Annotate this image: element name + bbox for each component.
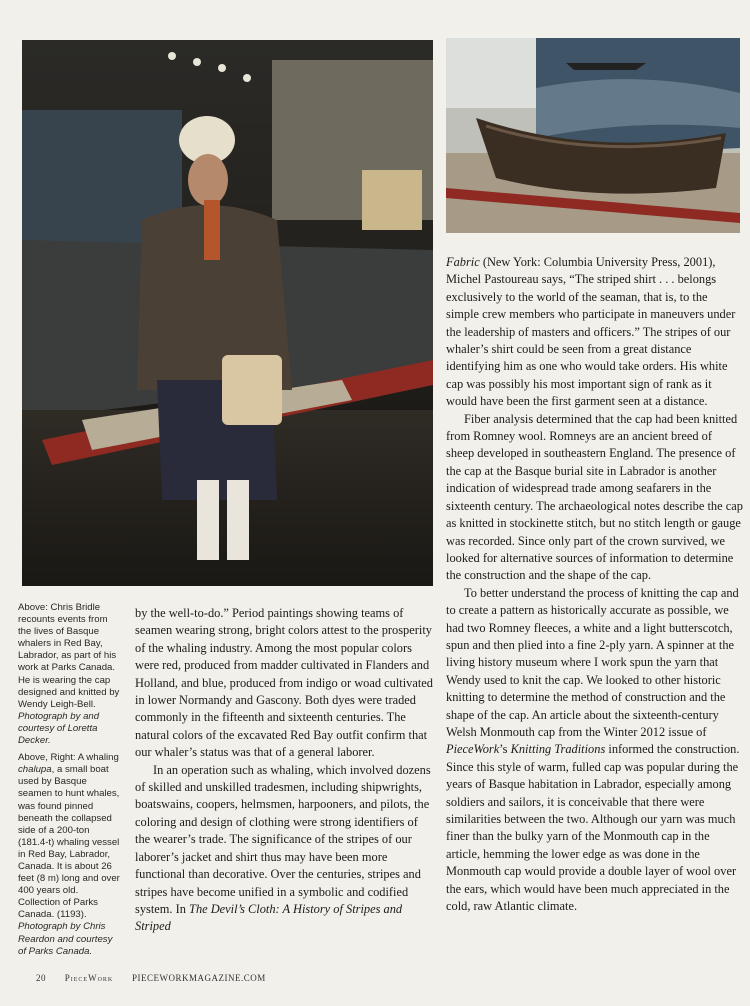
caption-boat-credit: Photograph by Chris Reardon and courtesy of Parks Canada. — [18, 921, 113, 957]
caption-boat — [18, 752, 121, 958]
caption-main-text: Above: Chris Bridle recounts events from the lives of Basque whalers in Red Bay, Labrador, as part of his work at Parks Canada. He is wearing the cap designed and knitted by Wendy Leigh-Bell. — [18, 602, 120, 710]
paragraph: Fiber analysis determined that the cap had been knitted from Romney wool. Romneys are an ancient breed of sheep developed in southeastern England. The presence of the cap at the Basque burial site in Labrador is another indication of widespread trade among seafarers in the sixteenth century. The archaeological notes describe the cap as knitted in stockinette stitch, but no stitch length or gauge was recorded. Since only part of the crown survived, we looked for alternative sources of information to determine the construction and the shape of the cap. — [446, 411, 743, 583]
paragraph-text: informed the construction. Since this style of warm, fulled cap was popular during the years of Basque habitation in Labrador, especially among soldiers and sailors, it is conceivable that there were similarities between the two. Although our yarn was much finer than the bulky yarn of the Monmouth cap in the article, hemming the lower edge as was done in the Monmouth cap would provide a double layer of wool over the ears, which would have been much appreciated in the cold, raw Atlantic climate. — [446, 742, 740, 914]
article-column-left — [135, 605, 435, 936]
photo-reenactor — [22, 40, 433, 586]
magazine-title: PieceWork — [446, 742, 500, 757]
paragraph — [135, 762, 435, 936]
possessive: ’s — [499, 742, 511, 757]
paragraph-text: In an operation such as whaling, which involved dozens of skilled and unskilled tradesmen, including shipwrights, boatswains, coopers, helmsmen, harpooners, and pilots, the coloring and design of clothing were strong identifiers of the wearer’s trade. The significance of the stripes of our laborer’s jacket and shirt thus may have been more functional than decorative. Over the centuries, stripes and stripes have become unified in a symbolic and codified system. In — [135, 762, 431, 916]
article-column-right — [446, 254, 743, 915]
caption-boat-term: chalupa — [18, 764, 52, 776]
caption-boat-prefix: Above, Right: A whaling — [18, 752, 119, 764]
magazine-name: PieceWork — [64, 973, 114, 983]
page-number: 20 — [36, 973, 46, 983]
caption-main — [18, 602, 121, 747]
caption-boat-text: , a small boat used by Basque seamen to hunt whales, was found pinned beneath the collapsed side of a 200-ton (181.4-t) whaling vessel in Red Bay, Labrador, Canada. It is about 26 feet (8 m) long and over 400 years old. Collection of Parks Canada. (1193). — [18, 764, 120, 921]
paragraph — [446, 254, 743, 411]
book-title: Fabric — [446, 255, 480, 269]
issue-title: Knitting Traditions — [510, 742, 606, 757]
photo-chalupa-boat — [446, 38, 740, 233]
paragraph-text: To better understand the process of knitting the cap and to create a pattern as historically accurate as possible, we had two Romney fleeces, a white and a light butterscotch, spun and then plied into a fine 2-ply yarn. A spinner at the living history museum where I work spun the yarn that Wendy used to knit the cap. We looked to other historic knitting to determine the method of construction and the shape of the cap. An article about the sixteenth-century Welsh Monmouth cap from the Winter 2012 issue of — [446, 585, 739, 739]
page-footer — [36, 973, 282, 983]
website: PIECEWORKMAGAZINE.COM — [132, 973, 266, 983]
paragraph: by the well-to-do.” Period paintings showing teams of seamen wearing strong, bright colors attest to the prosperity of the whaling industry. Among the most popular colors were red, produced from madder cultivated in Flanders and Holland, and blue, produced from indigo or woad cultivated in lower Normandy and Gascony. Both dyes were traded commonly in the fifteenth and sixteenth centuries. The natural colors of the excavated Red Bay outfit confirm that our whaler’s status was that of a general laborer. — [135, 606, 433, 760]
paragraph — [446, 585, 743, 916]
caption-main-credit: Photograph by and courtesy of Loretta Decker. — [18, 710, 100, 747]
paragraph-text: (New York: Columbia University Press, 2001), Michel Pastoureau says, “The striped shirt . . . belongs exclusively to the world of the seaman, that is, to the simple crew members who participate in maneuvers under the leadership of masters and officers.” The stripes of our whaler’s shirt could be seen from a great distance identifying him as one who would take orders. His white cap was possibly his most important sign of rank as it would have been the first garment seen at a distance. — [446, 255, 736, 409]
photo-captions — [18, 602, 121, 963]
book-title: The Devil’s Cloth: A History of Stripes and Striped — [135, 901, 403, 934]
